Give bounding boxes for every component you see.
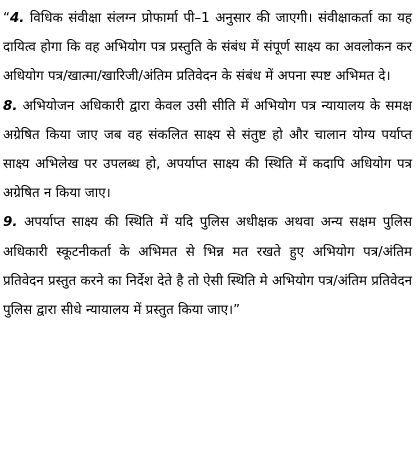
paragraph-9 xyxy=(3,208,412,325)
paragraph-number: 4. xyxy=(9,11,25,26)
paragraph-text: अभियोजन अधिकारी द्वारा केवल उसी सीति में अभियोग पत्र न्यायालय के समक्ष अग्रेषित किया जाए जब वह संकलित साक्ष्य से संतुष्ट हो और चालान योग्य पर्याप्त साक्ष्य अभिलेख पर उपलब्ध हो, अपर्याप्त साक्ष्य की स्थिति में कदापि अधियोग पत्र अग्रेषित न किया जाए। xyxy=(3,98,412,202)
paragraph-8 xyxy=(3,92,412,209)
paragraph-number: 8. xyxy=(3,98,18,114)
paragraph-4 xyxy=(3,4,412,92)
paragraph-text: अपर्याप्त साक्ष्य की स्थिति में यदि पुलिस अधीक्षक अथवा अन्य सक्षम पुलिस अधिकारी स्कूटनीकर्ता के अभिमत से भिन्न मत रखते हुए अभियोग पत्र/अंतिम प्रतिवेदन प्रस्तुत करने का निर्देश देते है तो ऐसी स्थिति मे अभियोग पत्र/अंतिम प्रतिवेदन पुलिस द्वारा सीधे न्यायालय में प्रस्तुत किया जाए।” xyxy=(3,215,412,319)
opening-quote: “ xyxy=(3,11,10,26)
paragraph-number: 9. xyxy=(3,215,18,231)
paragraph-text: विधिक संवीक्षा संलग्न प्रोफार्मा पी–1 अनुसार की जाएगी। संवीक्षाकर्ता का यह दायित्व होगा कि वह अभियोग पत्र प्रस्तुति के संबंध में संपूर्ण साक्ष्य का अवलोकन कर अधियोग पत्र/खात्मा/खारिजी/अंतिम प्रतिवेदन के संबंध में अपना स्पष्ट अभिमत दे। xyxy=(3,11,412,85)
